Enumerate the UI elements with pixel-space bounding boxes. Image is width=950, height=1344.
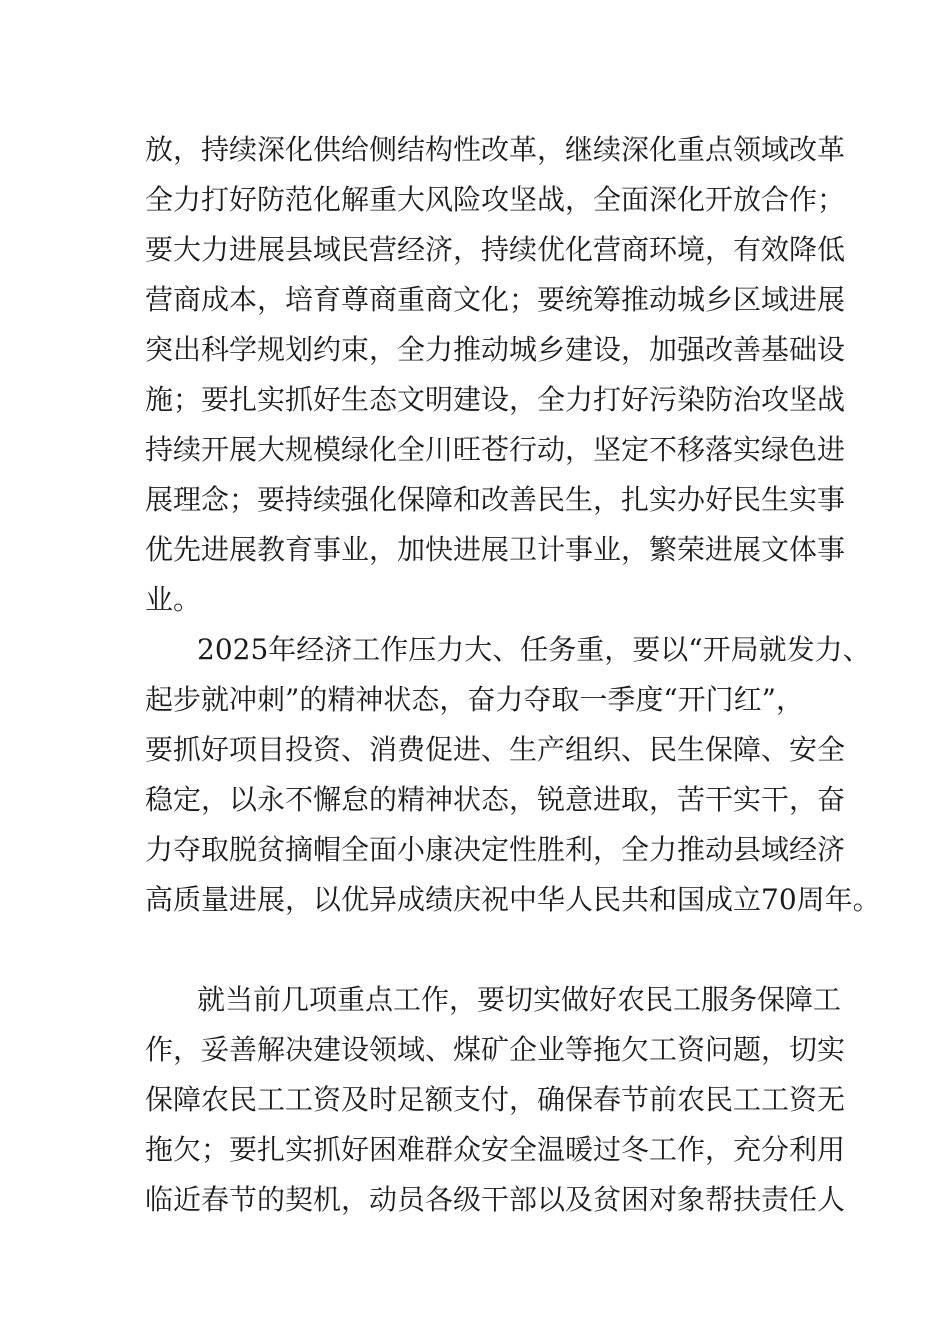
paragraph-1-line-8: 展理念；要持续强化保障和改善民生，扎实办好民生实事 bbox=[145, 483, 846, 516]
paragraph-2-line-3: 要抓好项目投资、消费促进、生产组织、民生保障、安全 bbox=[145, 733, 846, 766]
paragraph-3-line-2: 作，妥善解决建设领域、煤矿企业等拖欠工资问题，切实 bbox=[145, 1033, 846, 1066]
paragraph-3-line-3: 保障农民工工资及时足额支付，确保春节前农民工工资无 bbox=[145, 1083, 846, 1116]
paragraph-2-line-6: 高质量进展，以优异成绩庆祝中华人民共和国成立70周年。 bbox=[145, 883, 881, 916]
paragraph-1-line-2: 全力打好防范化解重大风险攻坚战，全面深化开放合作； bbox=[145, 183, 846, 216]
paragraph-2-line-5: 力夺取脱贫摘帽全面小康决定性胜利，全力推动县域经济 bbox=[145, 833, 846, 866]
paragraph-3-line-4: 拖欠；要扎实抓好困难群众安全温暖过冬工作，充分利用 bbox=[145, 1133, 846, 1166]
paragraph-1-line-1: 放，持续深化供给侧结构性改革，继续深化重点领域改革 bbox=[145, 133, 846, 166]
paragraph-1-line-3: 要大力进展县域民营经济，持续优化营商环境，有效降低 bbox=[145, 233, 846, 266]
paragraph-2-line-4: 稳定，以永不懈怠的精神状态，锐意进取，苦干实干，奋 bbox=[145, 783, 846, 816]
paragraph-1-line-4: 营商成本，培育尊商重商文化；要统筹推动城乡区域进展 bbox=[145, 283, 846, 316]
paragraph-1-line-6: 施；要扎实抓好生态文明建设，全力打好污染防治攻坚战 bbox=[145, 383, 846, 416]
paragraph-1-line-10: 业。 bbox=[145, 583, 202, 616]
paragraph-3-line-5: 临近春节的契机，动员各级干部以及贫困对象帮扶责任人 bbox=[145, 1183, 846, 1216]
paragraph-1-line-9: 优先进展教育事业，加快进展卫计事业，繁荣进展文体事 bbox=[145, 533, 846, 566]
paragraph-2-line-2: 起步就冲刺”的精神状态，奋力夺取一季度“开门红”， bbox=[145, 683, 804, 716]
paragraph-1-line-5: 突出科学规划约束，全力推动城乡建设，加强改善基础设 bbox=[145, 333, 846, 366]
paragraph-2-line-1: 2025年经济工作压力大、任务重，要以“开局就发力、 bbox=[197, 633, 871, 666]
paragraph-1-line-7: 持续开展大规模绿化全川旺苍行动，坚定不移落实绿色进 bbox=[145, 433, 846, 466]
paragraph-3-line-1: 就当前几项重点工作，要切实做好农民工服务保障工 bbox=[197, 983, 842, 1016]
